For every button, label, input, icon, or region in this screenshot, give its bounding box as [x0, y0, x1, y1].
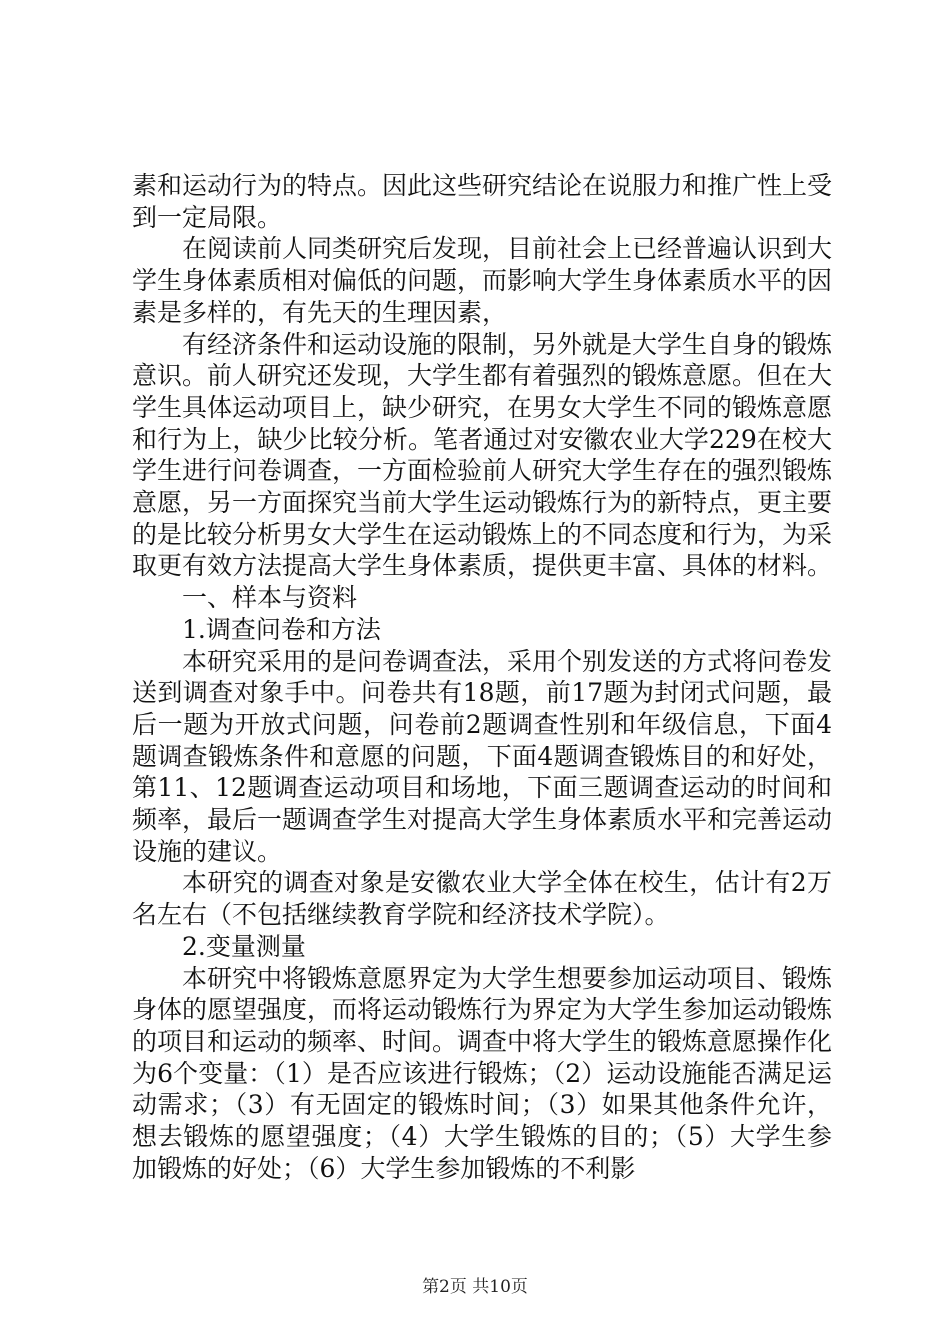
paragraph-questionnaire: 本研究采用的是问卷调查法，采用个别发送的方式将问卷发送到调查对象手中。问卷共有18题，前17题为封闭式问题，最后一题为开放式问题，问卷前2题调查性别和年级信息，下面4题调查锻炼条件和意愿的问题，下面4题调查锻炼目的和好处，第11、12题调查运动项目和场地，下面三题调查运动的时间和频率，最后一题调查学生对提高大学生身体素质水平和完善运动设施的建议。: [132, 646, 833, 866]
body-text: [132, 170, 832, 1185]
subsection-heading-variables: 2.变量测量: [182, 931, 306, 961]
subsection-heading-method: 1.调查问卷和方法: [182, 614, 381, 644]
paragraph-variable-measurement: 本研究中将锻炼意愿界定为大学生想要参加运动项目、锻炼身体的愿望强度，而将运动锻炼行为界定为大学生参加运动锻炼的项目和运动的频率、时间。调查中将大学生的锻炼意愿操作化为6个变量：（1）是否应该进行锻炼；（2）运动设施能否满足运动需求；（3）有无固定的锻炼时间；（3）如果其他条件允许，想去锻炼的愿望强度；（4）大学生锻炼的目的；（5）大学生参加锻炼的好处；（6）大学生参加锻炼的不利影: [132, 963, 833, 1183]
paragraph-background: 在阅读前人同类研究后发现，目前社会上已经普遍认识到大学生身体素质相对偏低的问题，而影响大学生身体素质水平的因素是多样的，有先天的生理因素，: [132, 234, 833, 327]
paragraph-survey-subjects: 本研究的调查对象是安徽农业大学全体在校生，估计有2万名左右（不包括继续教育学院和经济技术学院）。: [132, 868, 832, 930]
section-heading-sample: 一、样本与资料: [182, 583, 358, 613]
page-number-footer: 第2页 共10页: [422, 1277, 528, 1297]
paragraph-research-purpose: 有经济条件和运动设施的限制，另外就是大学生自身的锻炼意识。前人研究还发现，大学生都有着强烈的锻炼意愿。但在大学生具体运动项目上，缺少研究，在男女大学生不同的锻炼意愿和行为上，缺少比较分析。笔者通过对安徽农业大学229在校大学生进行问卷调查，一方面检验前人研究大学生存在的强烈锻炼意愿，另一方面探究当前大学生运动锻炼行为的新特点，更主要的是比较分析男女大学生在运动锻炼上的不同态度和行为，为采取更有效方法提高大学生身体素质，提供更丰富、具体的材料。: [132, 329, 833, 581]
paragraph-continuation: 素和运动行为的特点。因此这些研究结论在说服力和推广性上受到一定局限。: [132, 171, 833, 232]
